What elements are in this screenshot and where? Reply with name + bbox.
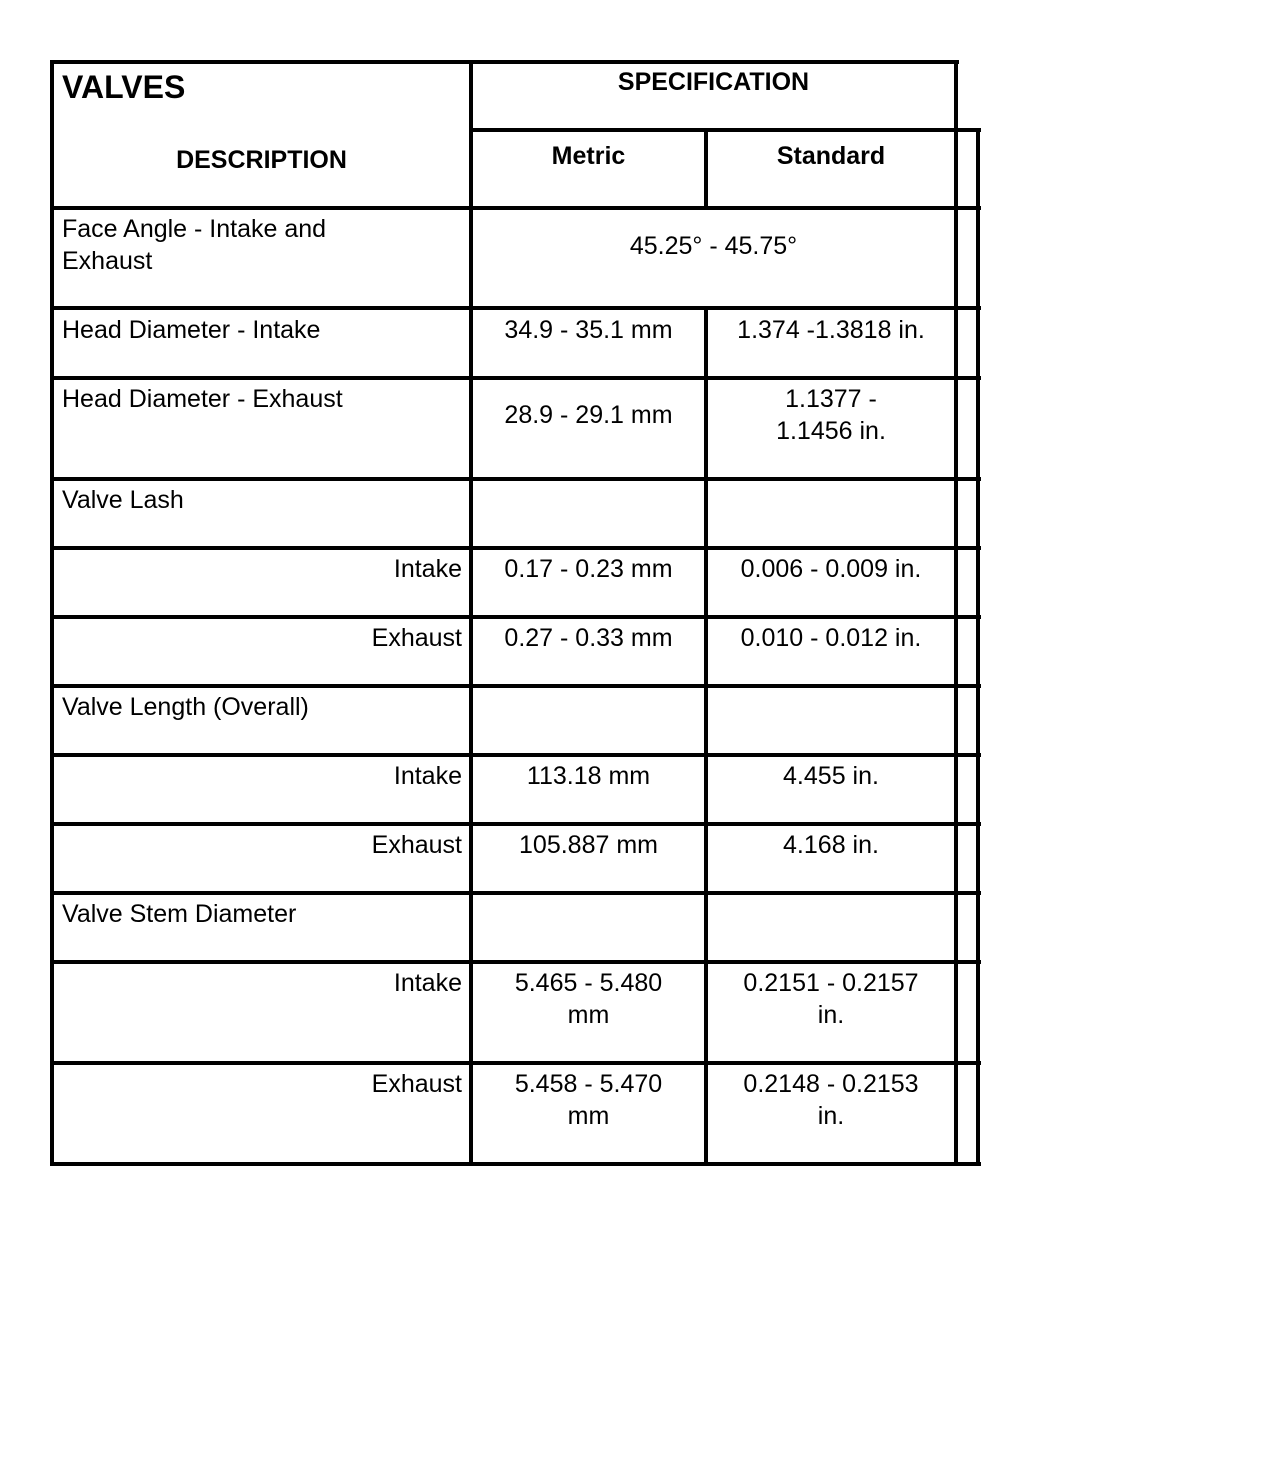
row-metric-value: 105.887 mm — [519, 831, 658, 859]
standard-column-divider — [954, 60, 958, 1166]
row-divider — [50, 306, 981, 310]
row-standard-value: 0.006 - 0.009 in. — [740, 555, 922, 583]
row-description: Intake — [393, 555, 462, 583]
row-description: Exhaust — [371, 831, 462, 859]
row-divider — [50, 822, 981, 826]
row-metric-value: 28.9 - 29.1 mm — [504, 401, 673, 429]
row-description: Intake — [393, 762, 462, 790]
row-divider — [50, 1061, 981, 1065]
row-divider — [50, 615, 981, 619]
row-metric-value: 0.27 - 0.33 mm — [504, 624, 673, 652]
metric-header: Metric — [551, 142, 626, 170]
row-description: Head Diameter - Exhaust — [62, 385, 343, 413]
row-divider — [50, 891, 981, 895]
row-description: Valve Length (Overall) — [62, 693, 309, 721]
row-description: Exhaust — [371, 624, 462, 652]
spec-header: SPECIFICATION — [617, 68, 810, 96]
table-border-bottom — [50, 1162, 981, 1166]
section-title: VALVES — [62, 69, 186, 105]
row-metric-value: 113.18 mm — [526, 762, 651, 790]
row-metric-value: 0.17 - 0.23 mm — [504, 555, 673, 583]
row-description: Intake — [393, 969, 462, 997]
row-divider — [50, 376, 981, 380]
row-divider — [50, 477, 981, 481]
row-standard-value: 0.2151 - 0.2157 in. — [743, 969, 919, 1029]
row-standard-value: 0.2148 - 0.2153 in. — [743, 1070, 919, 1130]
table-border-left — [50, 60, 54, 1166]
header-bottom-line — [50, 206, 981, 210]
row-metric-value: 34.9 - 35.1 mm — [504, 316, 673, 344]
row-description: Face Angle - Intake and Exhaust — [62, 215, 327, 275]
row-description: Valve Lash — [62, 486, 184, 514]
row-standard-value: 1.374 -1.3818 in. — [737, 316, 925, 344]
row-standard-value: 4.168 in. — [783, 831, 879, 859]
row-standard-value: 0.010 - 0.012 in. — [740, 624, 922, 652]
row-standard-value: 4.455 in. — [783, 762, 879, 790]
row-metric-value: 5.465 - 5.480 mm — [514, 969, 663, 1029]
row-divider — [50, 684, 981, 688]
table-border-right — [976, 128, 980, 1166]
description-header: DESCRIPTION — [176, 146, 347, 174]
row-description: Valve Stem Diameter — [62, 900, 297, 928]
standard-header: Standard — [776, 142, 886, 170]
row-divider — [50, 546, 981, 550]
spec-header-divider — [470, 128, 981, 132]
row-description: Head Diameter - Intake — [62, 316, 321, 344]
row-divider — [50, 753, 981, 757]
table-border-top — [50, 60, 959, 64]
row-description: Exhaust — [371, 1070, 462, 1098]
row-metric-value: 5.458 - 5.470 mm — [514, 1070, 663, 1130]
row-standard-value: 1.1377 - 1.1456 in. — [776, 385, 886, 445]
row-divider — [50, 960, 981, 964]
row-combined-value: 45.25° - 45.75° — [629, 232, 798, 260]
